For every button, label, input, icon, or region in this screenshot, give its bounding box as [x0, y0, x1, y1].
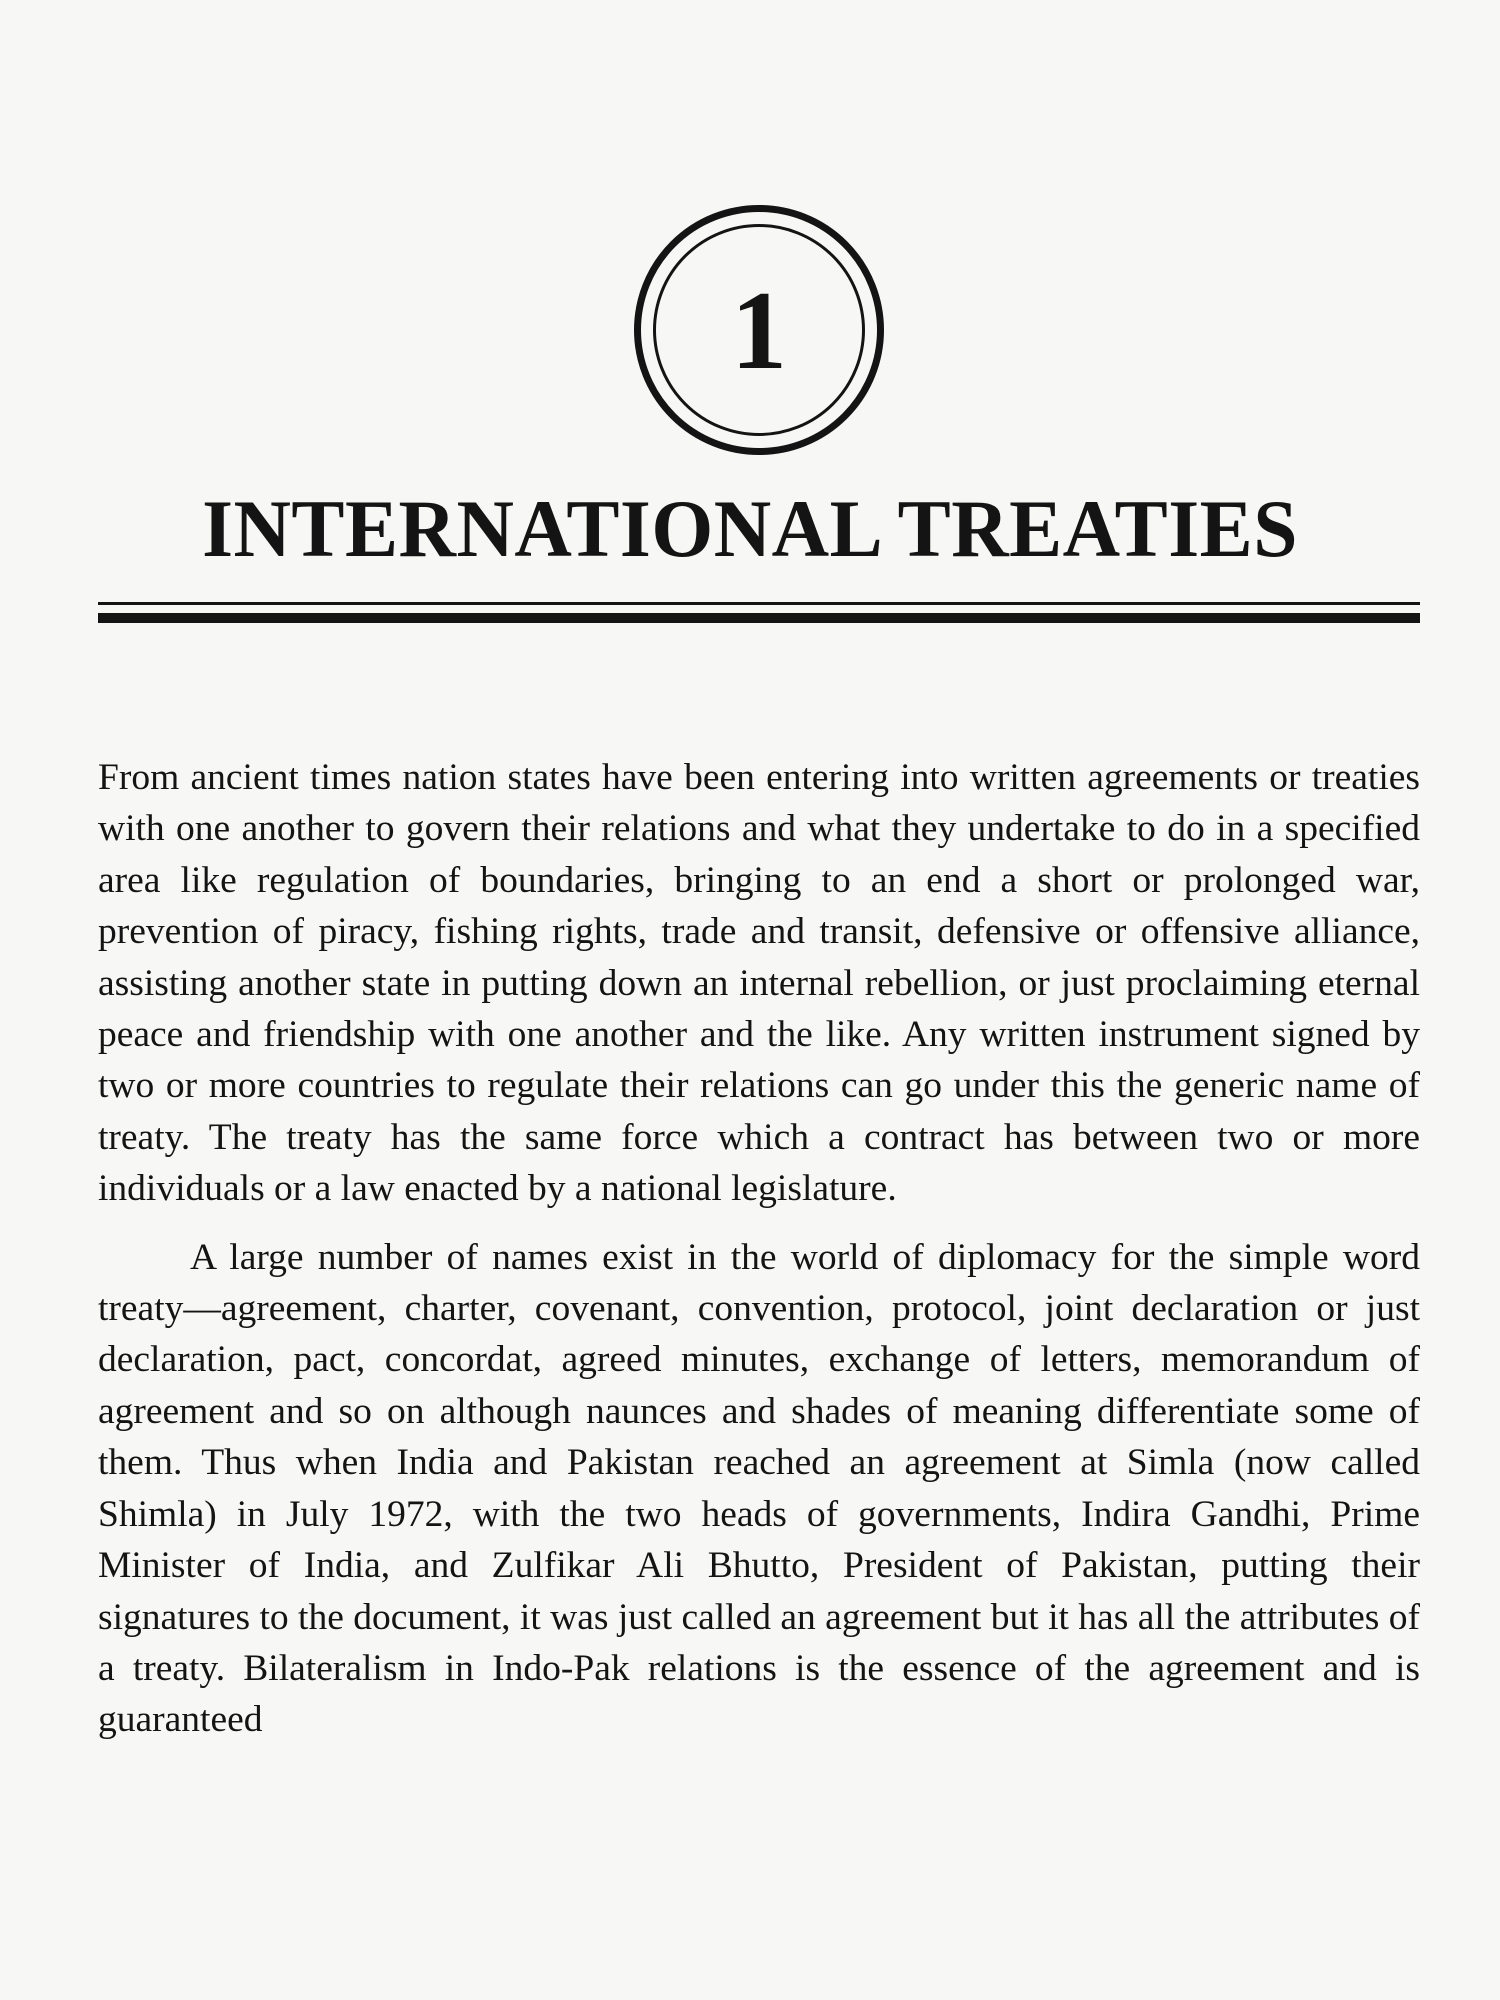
title-rule-thick: [98, 613, 1420, 623]
body-text: [98, 752, 1420, 1746]
chapter-number-inner-ring: [653, 224, 865, 436]
title-rule-thin: [98, 602, 1420, 605]
chapter-title: INTERNATIONAL TREATIES: [202, 483, 1298, 574]
paragraph-1: From ancient times nation states have been entering into written agreements or treaties with one another to govern their relations and what they undertake to do in a specified area like regulation of boundaries, bringing to an end a short or prolonged war, prevention of piracy, fishing rights, trade and transit, defensive or offensive alliance, assisting another state in putting down an internal rebellion, or just proclaiming eternal peace and friendship with one another and the like. Any written instrument signed by two or more countries to regulate their relations can go under this the generic name of treaty. The treaty has the same force which a contract has between two or more individuals or a law enacted by a national legislature.: [98, 757, 1420, 1210]
chapter-number-badge: [634, 205, 884, 455]
paragraph-2: A large number of names exist in the world of diplomacy for the simple word treaty—agreement, charter, covenant, convention, protocol, joint declaration or just declaration, pact, concordat, agreed minutes, exchange of letters, memorandum of agreement and so on although naunces and shades of meaning differentiate some of them. Thus when India and Pakistan reached an agreement at Simla (now called Shimla) in July 1972, with the two heads of governments, Indira Gandhi, Prime Minister of India, and Zulfikar Ali Bhutto, President of Pakistan, putting their signatures to the document, it was just called an agreement but it has all the attributes of a treaty. Bilateralism in Indo-Pak relations is the essence of the agreement and is guaranteed: [98, 1236, 1420, 1741]
chapter-number: 1: [731, 269, 787, 393]
